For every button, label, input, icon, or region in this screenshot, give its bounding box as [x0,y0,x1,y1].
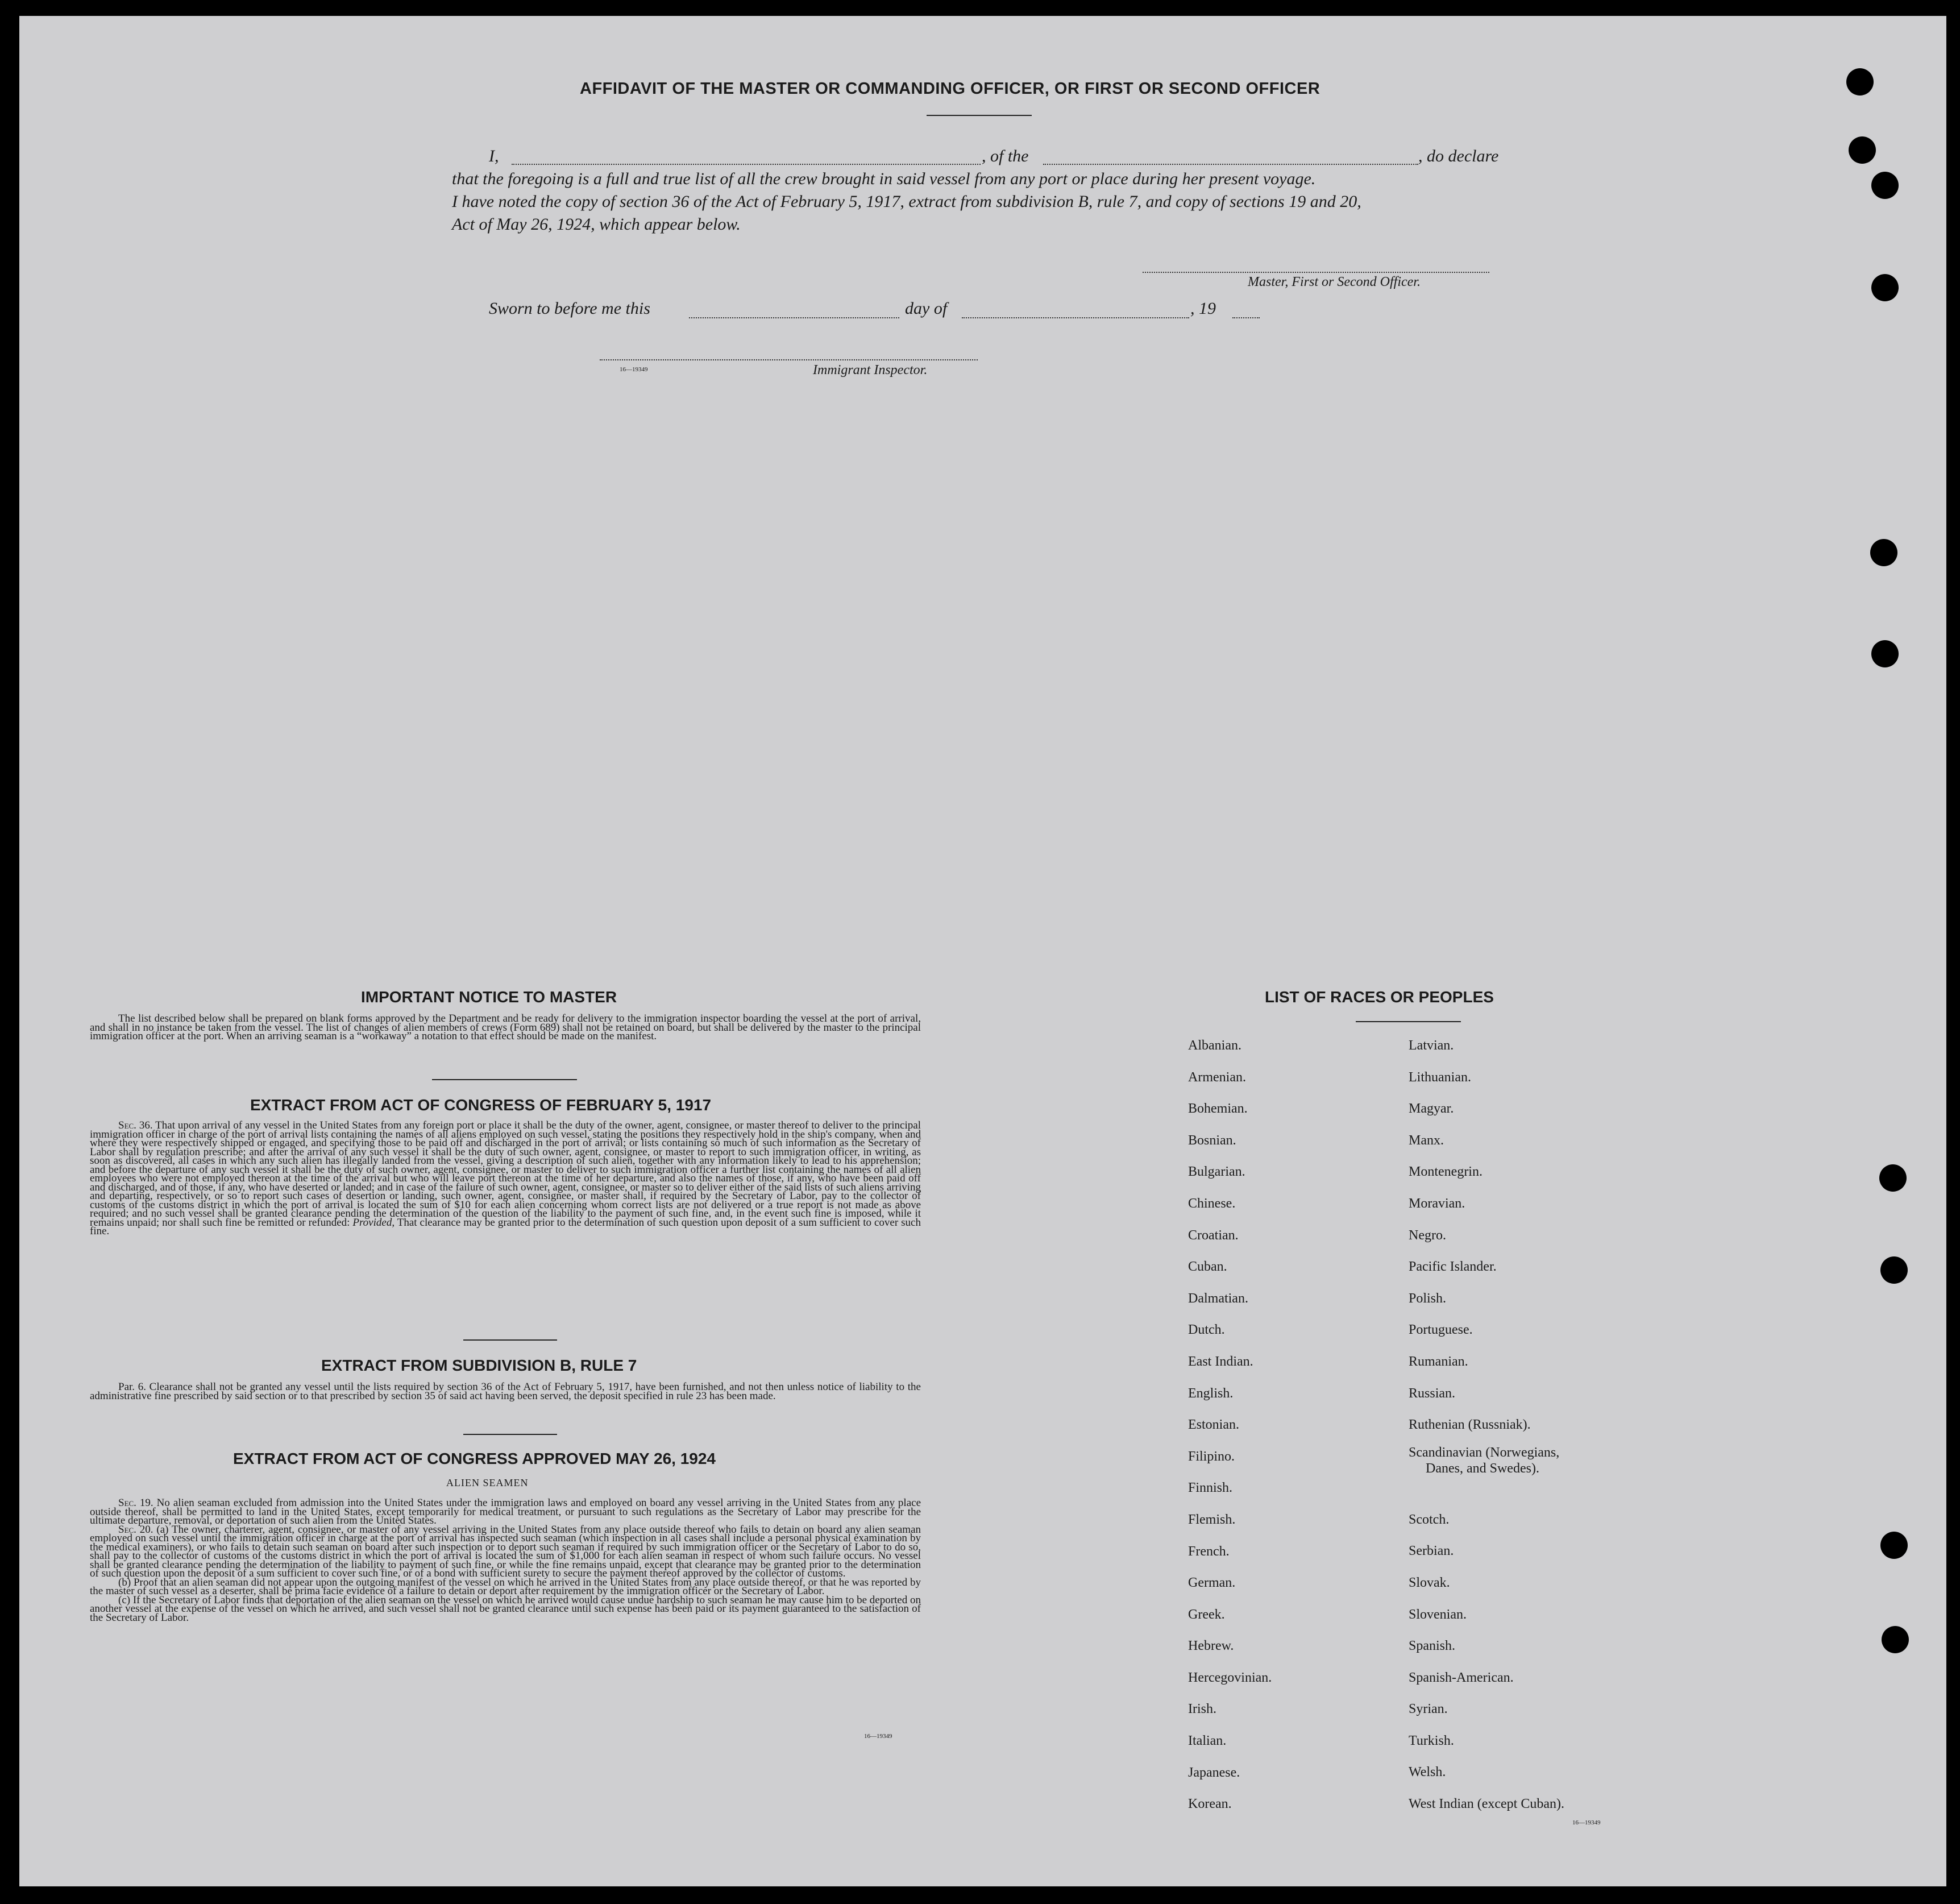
race-item: Serbian. [1409,1544,1454,1559]
vessel-field[interactable] [1043,164,1418,165]
extract-1917-title: EXTRACT FROM ACT OF CONGRESS OF FEBRUARY 5, 1917 [250,1096,712,1114]
race-item: Hebrew. [1188,1638,1234,1654]
month-field[interactable] [962,317,1189,318]
rule7-body [90,1383,921,1400]
race-item: Polish. [1409,1291,1447,1306]
affidavit-title: AFFIDAVIT OF THE MASTER OR COMMANDING OFFICER, OR FIRST OR SECOND OFFICER [580,80,1320,98]
race-item: Albanian. [1188,1038,1241,1053]
race-item: Syrian. [1409,1702,1448,1717]
race-item: West Indian (except Cuban). [1409,1797,1564,1812]
section-label: Sec. 20. [118,1523,153,1536]
sworn-text: , 19 [1190,299,1216,318]
divider [1356,1021,1461,1022]
race-item: Russian. [1409,1386,1456,1401]
race-item: Spanish. [1409,1638,1456,1654]
section-label: Sec. 36. [118,1119,153,1131]
race-item: Lithuanian. [1409,1069,1471,1085]
race-item: Magyar. [1409,1101,1454,1117]
race-item [1409,1441,1564,1504]
name-field[interactable] [512,164,981,165]
inspector-signature-field[interactable] [600,359,978,360]
alien-seamen-subtitle: ALIEN SEAMEN [446,1477,529,1488]
race-item: Hercegovinian. [1188,1670,1272,1685]
form-number: 16—19349 [620,366,648,373]
section-text: That upon arrival of any vessel in the United States from any foreign port or place it shall be the duty of the owner, agent, consignee, or master thereof to deliver to the principal immigration officer in charge of the port of arrival lists containing the names of all aliens employed on such vessel, stating the positions they respectively hold in the ship's company, when and where they were respectively shipped or engaged, and specifying those to be paid off and discharged in the port of arrival; or lists containing so much of such information as the Secretary of Labor shall by regulation prescribe; and after the arrival of any such vessel it shall be the duty of such owner, agent, consignee, or master to report to such immigration officer, in writing, as soon as discovered, all cases in which any such alien has illegally landed from the vessel, giving a description of such alien, together with any information likely to lead to his apprehension; and before the departure of any such vessel it shall be the duty of such owner, agent, consignee, or master to deliver to such immigration officer a further list containing the names of all alien employees who were not employed thereon at the time of the arrival but who will leave port thereon at the time of her departure, and also the names of those, if any, who have been paid off and discharged, and of those, if any, who have deserted or landed; and in case of the failure of such owner, agent, consignee, or master so to deliver either of the said lists of such aliens arriving and departing, respectively, or so to report such cases of desertion or landing, such owner, agent, consignee, or master shall, if required by the Secretary of Labor, pay to the collector of customs of the customs district in which the port of arrival is located the sum of $10 for each alien concerning whom correct lists are not delivered or a true report is not made as above required; and no such vessel shall be granted clearance pending the determination of the question of the liability to the payment of such fine, and, in the event such fine is imposed, while it remains unpaid; nor shall such fine be remitted or refunded: [90,1119,921,1229]
year-field[interactable] [1232,317,1260,318]
punch-hole [1846,68,1874,96]
section-text: (b) Proof that an alien seaman did not appear upon the outgoing manifest of the vessel on which he arrived in the United States from any place outside thereof, or that he was reported by the master of such vessel as a deserter, shall be prima facie evidence of a failure to detain or deport after requirement by the immigration officer or the Secretary of Labor. [90,1576,921,1597]
races-left-column [1188,1030,1272,1820]
race-item: Manx. [1409,1133,1444,1148]
race-item: Dutch. [1188,1322,1225,1338]
race-item: Chinese. [1188,1196,1236,1211]
punch-hole [1871,274,1899,301]
proviso-label: Provided, [352,1216,395,1229]
rule7-title: EXTRACT FROM SUBDIVISION B, RULE 7 [321,1357,637,1374]
race-item: Turkish. [1409,1733,1454,1748]
sworn-text: day of [905,299,948,318]
race-item: English. [1188,1386,1234,1401]
race-item: Pacific Islander. [1409,1259,1497,1275]
affidavit-text: I, [489,147,499,165]
race-item: Greek. [1188,1607,1225,1622]
races-right-column [1409,1030,1564,1820]
punch-hole [1882,1626,1909,1653]
master-label: Master, First or Second Officer. [1248,275,1421,289]
divider [463,1339,557,1341]
punch-hole [1871,172,1899,199]
race-item: Slovak. [1409,1575,1450,1590]
affidavit-text: I have noted the copy of section 36 of the Act of February 5, 1917, extract from subdivision B, rule 7, and copy of sections 19 and 20, [452,192,1361,211]
punch-hole [1871,640,1899,667]
race-item: Flemish. [1188,1512,1236,1527]
section-text: No alien seaman excluded from admission into the United States under the immigration laws and employed on board any vessel arriving in the United States from any place outside thereof, shall be permitted to land in the United States, except temporarily for medical treatment, or pursuant to such regulations as the Secretary of Labor may prescribe for the ultimate departure, removal, or deportation of such alien from the United States. [90,1497,921,1526]
race-item: Montenegrin. [1409,1164,1483,1180]
form-number: 16—19349 [1572,1819,1601,1826]
notice-paragraph: The list described below shall be prepared on blank forms approved by the Department and be ready for delivery to the immigration inspector boarding the vessel at the port of arrival, and shall in no instance be taken from the vessel. The list of changes of alien members of crews (Form 689) shall not be retained on board, but shall be delivered by the master to the principal immigration officer at the port. When an arriving seaman is a “workaway” a notation to that effect should be made on the manifest. [90,1013,921,1042]
punch-hole [1880,1532,1908,1559]
form-number: 16—19349 [864,1733,892,1740]
master-signature-field[interactable] [1143,272,1489,273]
punch-hole [1880,1256,1908,1284]
race-item: Dalmatian. [1188,1291,1248,1306]
divider [463,1434,557,1435]
race-item: Rumanian. [1409,1354,1468,1369]
race-item: Filipino. [1188,1449,1235,1464]
divider [927,115,1032,116]
race-item: East Indian. [1188,1354,1253,1369]
race-item: Latvian. [1409,1038,1454,1053]
race-item: Estonian. [1188,1417,1239,1433]
notice-body [90,1014,921,1041]
race-item: Portuguese. [1409,1322,1473,1338]
race-item: Croatian. [1188,1227,1239,1243]
proviso-text: That clearance may be granted prior to the determination of such question upon deposit of a sum sufficient to cover such fine. [90,1216,921,1237]
race-item: Welsh. [1409,1765,1446,1780]
affidavit-text: , of the [982,147,1029,165]
extract-1924-title: EXTRACT FROM ACT OF CONGRESS APPROVED MAY 26, 1924 [233,1450,716,1467]
race-item: Negro. [1409,1227,1446,1243]
race-item: Armenian. [1188,1069,1246,1085]
race-item: Ruthenian (Russniak). [1409,1417,1531,1433]
divider [432,1079,577,1080]
extract-1917-body [90,1121,921,1236]
races-title: LIST OF RACES OR PEOPLES [1265,988,1494,1006]
race-item: Moravian. [1409,1196,1465,1211]
punch-hole [1879,1164,1907,1192]
punch-hole [1870,539,1897,566]
rule7-paragraph: Par. 6. Clearance shall not be granted any vessel until the lists required by section 36 of the Act of February 5, 1917, have been furnished, and not then unless notice of liability to the administrative fine prescribed by said section or to that prescribed by section 35 of said act having been served, the deposit specified in rule 23 has been made. [90,1381,921,1402]
section-text: (a) The owner, charterer, agent, consignee, or master of any vessel arriving in the United States from any place outside thereof who fails to detain on board any alien seaman employed on such vessel until the immigration officer in charge at the port of arrival has inspected such seaman (which inspection in all cases shall include a personal physical examination by the medical examiners), or who fails to detain such seaman on board after such inspection or to deport such seaman if required by such immigration officer or the Secretary of Labor to do so, shall pay to the collector of customs of the customs district in which the port of arrival is located the sum of $1,000 for each alien seaman in respect of whom such failure occurs. No vessel shall be granted clearance pending the determination of the liability to payment of such fine, or while the fine remains unpaid, except that clearance may be granted prior to the determination of such question upon the deposit of a sum sufficient to cover such fine, or of a bond with sufficient surety to secure the payment thereof approved by the collector of customs. [90,1523,921,1579]
race-item: Irish. [1188,1702,1216,1717]
race-item: Scotch. [1409,1512,1450,1527]
sworn-text: Sworn to before me this [489,299,650,318]
race-item: Cuban. [1188,1259,1227,1275]
race-item: Japanese. [1188,1765,1240,1780]
race-item: Bulgarian. [1188,1164,1245,1180]
race-item: German. [1188,1575,1236,1591]
affidavit-text: that the foregoing is a full and true list of all the crew brought in said vessel from any port or place during her present voyage. [452,169,1316,188]
section-text: (c) If the Secretary of Labor finds that deportation of the alien seaman on the vessel on which he arrived would cause undue hardship to such seaman he may cause him to be deported on another vessel at the expense of the vessel on which he arrived, and such vessel shall not be granted clearance until such expense has been paid or its payment guaranteed to the satisfaction of the Secretary of Labor. [90,1594,921,1624]
affidavit-text: Act of May 26, 1924, which appear below. [452,215,741,234]
race-item: Bohemian. [1188,1101,1248,1117]
race-item: Korean. [1188,1797,1232,1812]
race-item-line: Danes, and Swedes). [1426,1461,1539,1476]
extract-1924-body [90,1499,921,1622]
race-item: Spanish-American. [1409,1670,1514,1685]
punch-hole [1849,136,1876,164]
notice-title: IMPORTANT NOTICE TO MASTER [361,988,617,1006]
race-item: Italian. [1188,1733,1227,1749]
section-label: Sec. 19. [118,1497,153,1509]
affidavit-text: , do declare [1418,147,1499,165]
race-item-line: Scandinavian (Norwegians, [1409,1445,1560,1460]
race-item: Finnish. [1188,1480,1233,1496]
race-item: French. [1188,1544,1230,1559]
race-item: Bosnian. [1188,1133,1236,1148]
inspector-label: Immigrant Inspector. [813,363,928,378]
race-item: Slovenian. [1409,1607,1467,1622]
day-field[interactable] [689,317,899,318]
